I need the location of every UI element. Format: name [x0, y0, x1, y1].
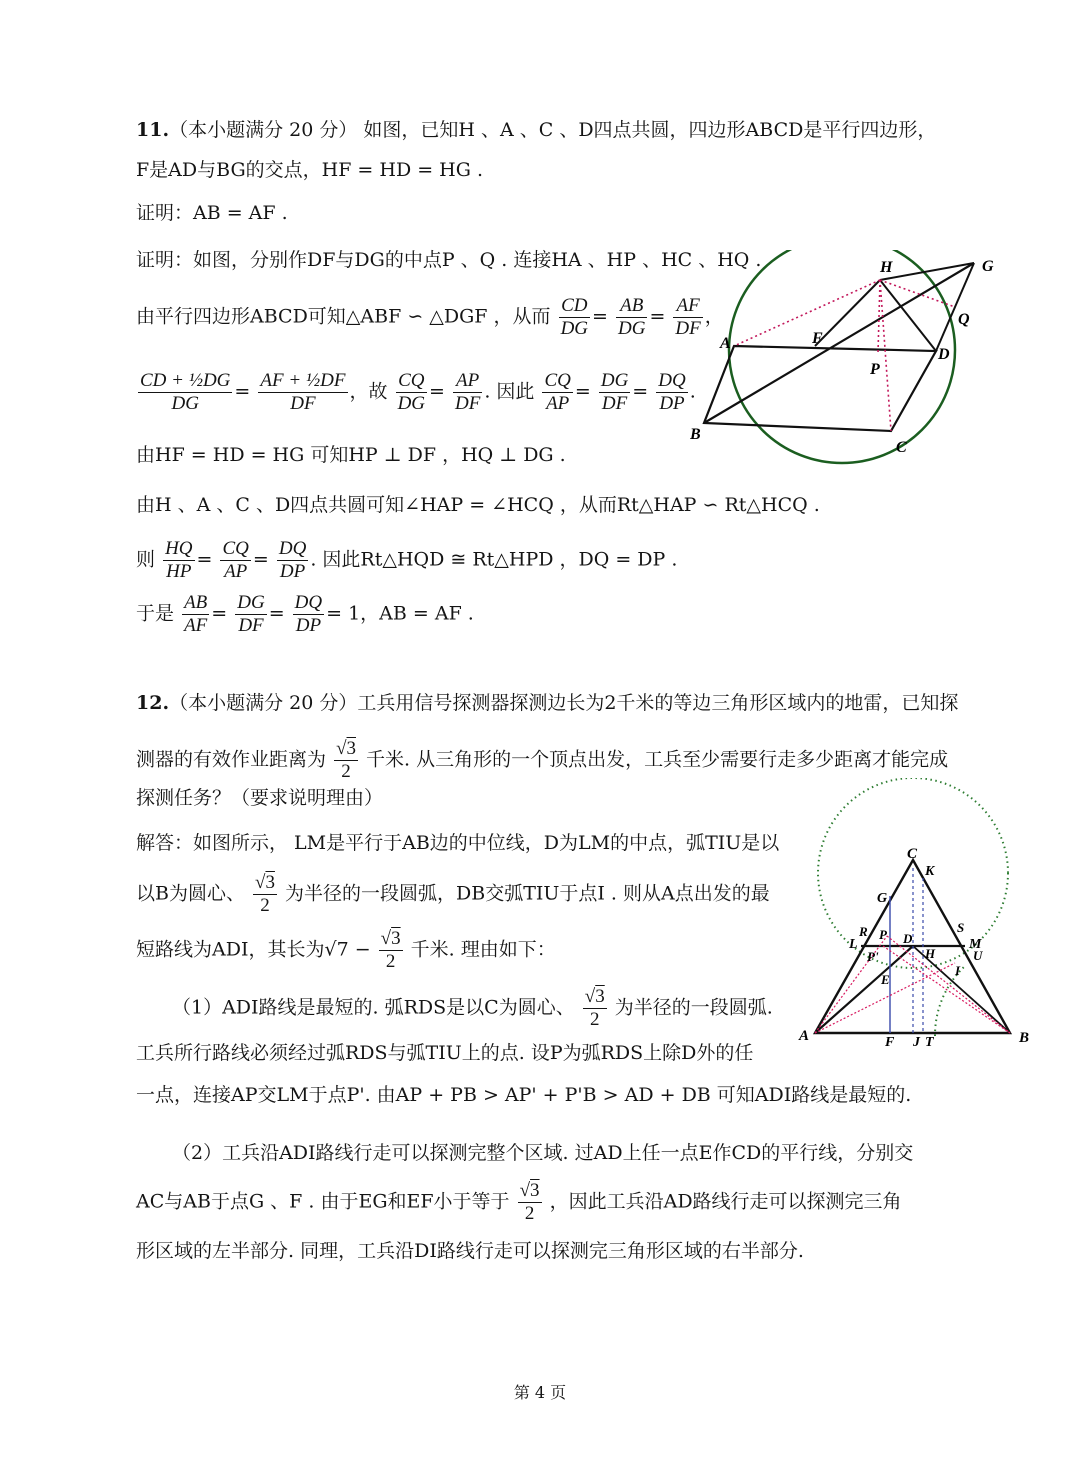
p11-header-line [136, 117, 936, 143]
page-footer: 第 4 页 [513, 1383, 567, 1402]
period: . [689, 380, 696, 403]
frac-numerator: AF [673, 295, 702, 318]
label-k: K [925, 864, 935, 879]
p12-step-2-line-3: 形区域的左半部分. 同理，工兵沿DI路线行走可以探测完三角形区域的右半部分. [136, 1240, 804, 1262]
label-p: P [879, 927, 887, 942]
frac-denominator: DP [295, 615, 322, 636]
p12-answer-2 [136, 872, 770, 917]
p11-stem-2: F是AD与BG的交点，HF = HD = HG . [136, 159, 484, 181]
p12-step-2-line-2 [136, 1180, 902, 1225]
p11-stem-1: 如图，已知H 、A 、C 、D四点共圆，四边形ABCD是平行四边形， [363, 119, 937, 141]
frac-cq-dg [396, 370, 427, 415]
label-p-prime: P' [867, 949, 879, 964]
arc-tiu [935, 966, 965, 1036]
frac-denominator: AP [224, 561, 248, 582]
label-j: J [913, 1035, 920, 1050]
label-i: I [955, 963, 961, 978]
p12-answer-2b: 为半径的一段圆弧，DB交弧TIU于点I . 则从A点出发的最 [285, 882, 770, 905]
p12-reason-1b: 为半径的一段圆弧. [614, 996, 773, 1019]
label-f: F [885, 1035, 895, 1050]
label-q: Q [958, 311, 970, 328]
label-t: T [925, 1035, 934, 1050]
gu-text: ，故 [349, 380, 388, 403]
p11-proof-5: 由H 、A 、C 、D四点共圆可知∠HAP = ∠HCQ ，从而Rt△HAP ∽ Rt△HCQ . [136, 494, 820, 516]
label-m: M [969, 937, 982, 952]
p11-proof-6: 则 $\frac{HQ}{HP}$ = $\frac{CQ}{AP}$ = $\frac{DQ}{DP}$ . 因此Rt△HQD ≅ Rt△HPD ，DQ = DP . [136, 538, 678, 582]
label-l: L [849, 937, 858, 952]
label-e: E [881, 972, 890, 987]
frac-denominator: AF [184, 615, 208, 636]
frac-numerator: DQ [294, 592, 323, 613]
label-g: G [982, 258, 994, 275]
label-u: U [973, 948, 983, 963]
circumcircle [729, 250, 955, 463]
label-d: D [903, 931, 913, 946]
frac-denominator: DF [601, 393, 628, 414]
frac-denominator: DG [397, 393, 426, 414]
frac-denominator: 2 [341, 761, 351, 782]
frac-sqrt3-over-2: $\frac{√3}{2}$ [380, 928, 401, 972]
frac-ab-af [182, 592, 209, 637]
frac-denominator: DG [560, 318, 589, 339]
frac-cd-half-dg [138, 370, 232, 415]
frac-numerator: DG [237, 592, 265, 613]
label-g: G [877, 891, 888, 906]
p12-header-line [136, 690, 958, 716]
p12-answer-3a: 短路线为ADI，其长为√7 − [136, 938, 371, 961]
frac-ab-dg [616, 295, 647, 340]
yinci-text: . 因此 [484, 380, 535, 403]
p12-stem-2b: 千米. 从三角形的一个顶点出发，工兵至少需要行走多少距离才能完成 [366, 748, 949, 771]
radicand: 3 [530, 1180, 540, 1201]
frac-denominator: 2 [385, 951, 396, 972]
label-d: D [938, 346, 950, 363]
frac-ap-df [453, 370, 482, 415]
frac-numerator: AF + ½DF [260, 370, 346, 391]
p11-proof-7-text: = 1，AB = AF . [326, 602, 474, 625]
frac-numerator: AP [453, 370, 482, 393]
frac-hq-hp [163, 538, 194, 583]
frac-denominator: HP [166, 561, 192, 582]
p12-stem-3: 探测任务？（要求说明理由） [136, 787, 384, 809]
label-r: R [859, 924, 868, 939]
frac-denominator: DF [675, 318, 701, 339]
label-a: A [799, 1028, 810, 1044]
p12-answer-3 [136, 928, 556, 973]
line-pb [887, 936, 1010, 1033]
p11-proof-7: 于是 $\frac{AB}{AF}$ = $\frac{DG}{DF}$ = $\frac{DQ}{DP}$ = 1，AB = AF . [136, 592, 474, 636]
p12-step-2-line-2b: ，因此工兵沿AD路线行走可以探测完三角 [549, 1190, 902, 1213]
line-bg [704, 263, 974, 423]
frac-numerator: CD + ½DG [140, 370, 231, 391]
frac-numerator: CQ [396, 370, 427, 393]
frac-cq-ap-2 [220, 538, 250, 583]
line-hp [878, 280, 880, 353]
frac-numerator: HQ [165, 538, 193, 559]
p12-reason-1a: （1）ADI路线是最短的. 弧RDS是以C为圆心、 [172, 996, 575, 1019]
frac-dq-dp [656, 370, 687, 415]
label-c: C [907, 846, 918, 862]
frac-dq-dp-3 [293, 592, 324, 637]
frac-denominator: DP [659, 393, 685, 414]
frac-cd-dg [559, 295, 590, 340]
p12-step-2-line-1: （2）工兵沿ADI路线行走可以探测完整个区域. 过AD上任一点E作CD的平行线，分别交 [172, 1142, 914, 1164]
frac-denominator: DG [171, 393, 199, 414]
p11-proof-1: 证明：如图，分别作DF与DG的中点P 、Q . 连接HA 、HP 、HC 、HQ . [136, 249, 762, 271]
frac-numerator: AB [616, 295, 647, 318]
p12-stem-2 [136, 738, 948, 783]
yushi-text: 于是 [136, 602, 175, 625]
label-f: F [812, 330, 823, 347]
frac-numerator: CQ [544, 370, 571, 391]
frac-cq-ap [542, 370, 572, 415]
label-s: S [957, 920, 965, 935]
p12-geometry-figure [795, 778, 1040, 1053]
line-hc [880, 280, 891, 431]
comma: ， [704, 305, 724, 328]
frac-numerator: DQ [278, 538, 307, 559]
label-p: P [870, 361, 880, 378]
radicand: 3 [595, 986, 605, 1007]
frac-denominator: DG [618, 318, 646, 339]
p12-step-2-line-2a: AC与AB于点G 、F . 由于EG和EF小于等于 [136, 1190, 510, 1213]
frac-dg-df-2 [235, 592, 266, 637]
frac-denominator: DF [238, 615, 264, 636]
label-h: H [925, 946, 936, 961]
radicand: 3 [346, 738, 356, 759]
frac-denominator: DF [455, 393, 481, 414]
p12-score: （本小题满分 20 分） [169, 692, 358, 714]
p11-proof-2-text: 由平行四边形ABCD可知△ABF ∽ △DGF ，从而 [136, 305, 551, 328]
p12-reason-3: 一点，连接AP交LM于点P'. 由AP + PB > AP' + P'B > AD + DB 可知ADI路线是最短的. [136, 1084, 912, 1106]
line-ha [734, 280, 880, 346]
frac-numerator: CD [559, 295, 590, 318]
p11-score: （本小题满分 20 分） [169, 119, 358, 141]
p12-answer-3b: 千米. 理由如下： [410, 938, 556, 961]
p12-reason-1 [172, 986, 773, 1031]
frac-numerator: CQ [222, 538, 249, 559]
frac-sqrt3-over-2: $\frac{√3}{2}$ [519, 1180, 540, 1224]
p12-stem-1: 工兵用信号探测器探测边长为2千米的等边三角形区域内的地雷，已知探 [357, 692, 959, 714]
frac-dg-df [599, 370, 630, 415]
p11-geometry-figure [690, 250, 1010, 465]
frac-denominator: 2 [260, 895, 270, 916]
frac-denominator: AP [546, 393, 570, 414]
parallelogram-abcd [704, 346, 936, 431]
line-ad [815, 946, 913, 1033]
label-h: H [880, 259, 893, 276]
p11-proof-6-text: . 因此Rt△HQD ≅ Rt△HPD ，DQ = DP . [310, 548, 678, 571]
p12-stem-2a: 测器的有效作业距离为 [136, 748, 327, 771]
p11-proof-3: $\frac{\text{CD + ½DG}}{DG}$ = $\frac{\text{AF + ½DF}}{DF}$ ，故 $\frac{CQ}{DG}$ = $\frac{AP}{DF}$ . 因此 $\frac{CQ}{AP}$ = $\frac{DG}{DF}$ = $\frac{DQ}{DP}$ . [140, 370, 696, 414]
frac-numerator: DQ [658, 370, 686, 391]
ze-text: 则 [136, 548, 156, 571]
radicand: 3 [391, 928, 401, 949]
p11-proof-2: 由平行四边形ABCD可知△ABF ∽ △DGF ，从而 $\frac{CD}{DG}$ = $\frac{AB}{DG}$ = $\frac{AF}{DF}$ ， [136, 295, 724, 339]
p12-answer-2a: 以B为圆心、 [136, 882, 245, 905]
p11-number: 11. [136, 119, 170, 141]
p12-answer-1: 解答：如图所示， LM是平行于AB边的中位线，D为LM的中点，弧TIU是以 [136, 832, 780, 854]
label-b: B [1019, 1030, 1030, 1046]
frac-denominator: DF [290, 393, 316, 414]
radicand: 3 [265, 872, 275, 893]
frac-af-half-df [258, 370, 347, 415]
p12-number: 12. [136, 692, 170, 714]
label-a: A [720, 335, 731, 352]
p11-proof-4: 由HF = HD = HG 可知HP ⊥ DF ，HQ ⊥ DG . [136, 444, 566, 466]
p12-reason-2: 工兵所行路线必须经过弧RDS与弧TIU上的点. 设P为弧RDS上除D外的任 [136, 1042, 754, 1064]
frac-denominator: 2 [590, 1009, 600, 1030]
frac-sqrt3-over-2: $\frac{√3}{2}$ [336, 738, 356, 782]
frac-sqrt3-over-2: $\frac{√3}{2}$ [255, 872, 275, 916]
frac-sqrt3-over-2: $\frac{√3}{2}$ [584, 986, 605, 1030]
frac-denominator: DP [279, 561, 306, 582]
line-hf [815, 280, 880, 346]
frac-denominator: 2 [524, 1203, 535, 1224]
p11-prove: 证明：AB = AF . [136, 202, 288, 224]
label-b: B [690, 426, 701, 443]
frac-numerator: AB [184, 592, 208, 613]
label-c: C [896, 439, 907, 456]
frac-dq-dp-2 [277, 538, 308, 583]
frac-numerator: DG [600, 370, 629, 391]
